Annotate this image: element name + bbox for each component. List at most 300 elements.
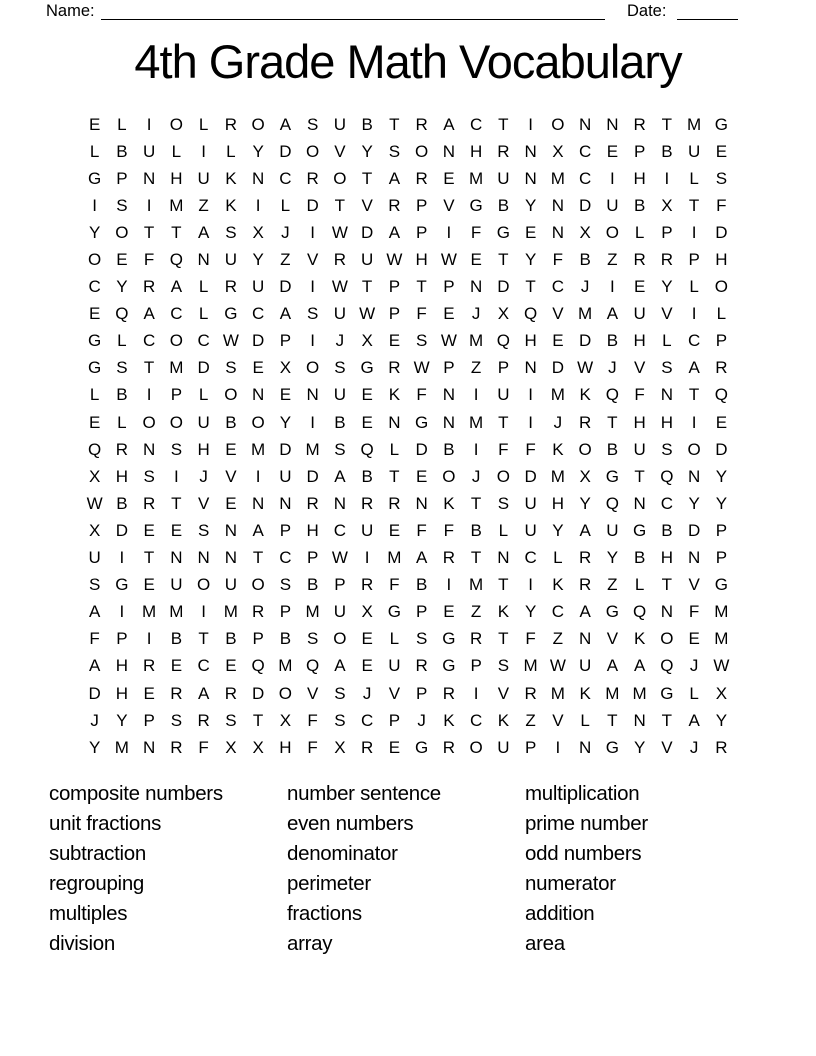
word-list-item: perimeter <box>287 872 371 895</box>
grid-letter: G <box>469 195 483 215</box>
grid-letter: R <box>415 114 428 134</box>
grid-letter: C <box>687 331 701 351</box>
grid-letter: N <box>442 412 456 432</box>
grid-letter: R <box>388 493 401 513</box>
grid-letter: E <box>170 520 183 540</box>
grid-letter: T <box>661 575 673 595</box>
grid-letter: R <box>170 737 183 757</box>
grid-letter: A <box>88 602 101 622</box>
grid-letter: E <box>633 277 646 297</box>
grid-letter: E <box>715 141 728 161</box>
grid-letter: S <box>334 683 346 703</box>
grid-letter: R <box>170 683 183 703</box>
grid-letter: D <box>251 683 265 703</box>
grid-letter: F <box>498 439 509 459</box>
grid-letter: B <box>225 412 237 432</box>
grid-letter: N <box>170 548 183 568</box>
grid-letter: N <box>497 548 510 568</box>
grid-letter: J <box>362 683 372 703</box>
grid-letter: G <box>660 683 674 703</box>
grid-letter: N <box>388 412 401 432</box>
grid-letter: U <box>633 304 646 324</box>
grid-letter: N <box>251 385 265 405</box>
grid-letter: K <box>443 710 455 730</box>
grid-letter: V <box>661 737 673 757</box>
grid-letter: R <box>442 548 456 568</box>
grid-letter: Q <box>360 439 374 459</box>
grid-letter: K <box>497 710 510 730</box>
grid-letter: E <box>88 304 101 324</box>
word-list-item: number sentence <box>287 782 441 805</box>
grid-letter: E <box>415 466 428 486</box>
grid-letter: B <box>497 195 510 215</box>
grid-letter: W <box>713 656 730 676</box>
grid-letter: V <box>497 683 510 703</box>
grid-letter: R <box>306 168 319 188</box>
grid-letter: I <box>610 277 615 297</box>
grid-letter: R <box>224 683 238 703</box>
grid-letter: D <box>197 358 210 378</box>
grid-letter: J <box>281 222 290 242</box>
grid-letter: Z <box>525 710 536 730</box>
grid-letter: B <box>606 331 619 351</box>
grid-letter: E <box>524 222 537 242</box>
grid-letter: S <box>143 466 155 486</box>
grid-letter: O <box>605 222 619 242</box>
grid-letter: X <box>579 222 591 242</box>
grid-letter: P <box>715 548 728 568</box>
grid-letter: G <box>714 114 728 134</box>
grid-letter: B <box>170 629 183 649</box>
grid-letter: T <box>498 412 509 432</box>
grid-letter: P <box>524 737 537 757</box>
grid-letter: B <box>225 629 237 649</box>
grid-letter: R <box>115 439 129 459</box>
grid-letter: S <box>306 304 319 324</box>
grid-letter: R <box>360 737 374 757</box>
grid-letter: Y <box>606 548 619 568</box>
grid-letter: Q <box>251 656 265 676</box>
grid-letter: I <box>92 195 97 215</box>
grid-letter: Y <box>116 277 128 297</box>
grid-letter: R <box>333 250 347 270</box>
grid-letter: T <box>334 195 346 215</box>
grid-letter: I <box>664 168 670 188</box>
grid-letter: D <box>551 358 565 378</box>
grid-letter: Z <box>607 250 618 270</box>
grid-letter: W <box>86 493 103 513</box>
grid-letter: K <box>388 385 401 405</box>
grid-letter: I <box>528 114 533 134</box>
grid-letter: G <box>605 466 619 486</box>
grid-letter: B <box>470 520 482 540</box>
grid-letter: E <box>470 250 482 270</box>
grid-letter: Q <box>88 439 102 459</box>
grid-letter: F <box>389 575 400 595</box>
grid-letter: F <box>716 195 727 215</box>
grid-letter: A <box>252 520 264 540</box>
grid-letter: V <box>661 304 673 324</box>
grid-letter: A <box>334 656 346 676</box>
grid-letter: W <box>331 222 348 242</box>
grid-letter: O <box>333 629 347 649</box>
grid-letter: U <box>606 195 619 215</box>
grid-letter: X <box>252 222 264 242</box>
grid-letter: F <box>525 439 536 459</box>
grid-letter: Y <box>88 222 101 242</box>
grid-letter: A <box>443 114 455 134</box>
grid-letter: Q <box>633 602 647 622</box>
grid-letter: A <box>606 304 619 324</box>
grid-letter: T <box>252 548 264 568</box>
grid-letter: C <box>88 277 101 297</box>
grid-letter: S <box>661 439 673 459</box>
grid-letter: H <box>115 683 129 703</box>
grid-letter: R <box>360 493 374 513</box>
grid-letter: A <box>579 520 591 540</box>
grid-letter: F <box>416 520 427 540</box>
grid-letter: R <box>442 737 456 757</box>
grid-letter: M <box>251 439 266 459</box>
grid-letter: H <box>715 250 728 270</box>
grid-letter: N <box>687 548 701 568</box>
grid-letter: E <box>443 602 455 622</box>
grid-letter: B <box>415 575 428 595</box>
grid-letter: N <box>415 493 428 513</box>
grid-letter: I <box>446 222 452 242</box>
grid-letter: I <box>119 548 125 568</box>
grid-letter: N <box>660 385 674 405</box>
grid-letter: E <box>116 250 128 270</box>
grid-letter: G <box>714 575 728 595</box>
grid-letter: Q <box>605 385 619 405</box>
grid-letter: V <box>334 141 346 161</box>
grid-letter: A <box>279 114 292 134</box>
grid-letter: R <box>633 250 646 270</box>
letter-grid <box>81 111 735 761</box>
grid-letter: M <box>469 331 484 351</box>
grid-letter: E <box>143 683 155 703</box>
grid-letter: U <box>333 304 347 324</box>
grid-letter: L <box>689 683 699 703</box>
grid-letter: B <box>279 629 292 649</box>
grid-letter: C <box>578 168 592 188</box>
grid-letter: H <box>551 493 565 513</box>
grid-letter: S <box>661 358 673 378</box>
grid-letter: V <box>361 195 373 215</box>
grid-letter: N <box>660 602 674 622</box>
date-fill-in-line <box>677 1 738 20</box>
grid-letter: J <box>335 331 345 351</box>
grid-letter: N <box>551 222 565 242</box>
grid-letter: P <box>497 358 510 378</box>
grid-letter: M <box>305 439 320 459</box>
grid-letter: P <box>443 277 455 297</box>
grid-letter: N <box>224 548 238 568</box>
grid-letter: I <box>555 737 561 757</box>
grid-letter: E <box>88 114 101 134</box>
grid-letter: W <box>577 358 594 378</box>
grid-letter: N <box>224 520 238 540</box>
word-list-column <box>287 779 441 959</box>
grid-letter: R <box>660 250 674 270</box>
grid-letter: T <box>688 195 700 215</box>
grid-letter: Y <box>524 602 537 622</box>
grid-letter: T <box>143 358 155 378</box>
grid-letter: E <box>279 385 292 405</box>
grid-letter: K <box>497 602 510 622</box>
grid-letter: E <box>388 520 401 540</box>
grid-letter: X <box>88 520 101 540</box>
grid-letter: H <box>660 412 674 432</box>
grid-letter: V <box>443 195 455 215</box>
grid-letter: F <box>307 710 318 730</box>
grid-letter: Y <box>116 710 128 730</box>
grid-letter: Q <box>714 385 728 405</box>
grid-letter: E <box>88 412 101 432</box>
grid-letter: P <box>443 358 455 378</box>
grid-letter: R <box>524 683 537 703</box>
grid-letter: L <box>89 385 100 405</box>
grid-letter: R <box>715 358 728 378</box>
grid-letter: M <box>632 683 647 703</box>
grid-letter: A <box>170 277 183 297</box>
grid-letter: E <box>606 141 619 161</box>
grid-letter: F <box>198 737 209 757</box>
grid-letter: P <box>633 141 646 161</box>
grid-letter: F <box>634 385 645 405</box>
grid-letter: D <box>715 439 728 459</box>
grid-letter: I <box>473 439 479 459</box>
grid-letter: N <box>142 439 156 459</box>
grid-letter: Q <box>306 656 320 676</box>
grid-letter: S <box>415 629 428 649</box>
grid-letter: J <box>471 304 481 324</box>
grid-letter: R <box>142 277 156 297</box>
grid-letter: J <box>471 466 481 486</box>
grid-letter: U <box>497 737 510 757</box>
grid-letter: U <box>224 575 238 595</box>
grid-letter: I <box>119 602 125 622</box>
grid-letter: M <box>550 466 565 486</box>
grid-letter: V <box>306 250 319 270</box>
grid-letter: O <box>88 250 102 270</box>
grid-letter: X <box>497 304 510 324</box>
grid-letter: H <box>633 412 646 432</box>
grid-letter: L <box>662 331 672 351</box>
grid-letter: R <box>415 656 428 676</box>
grid-letter: J <box>199 466 208 486</box>
grid-letter: B <box>306 575 319 595</box>
grid-letter: G <box>360 358 374 378</box>
grid-letter: K <box>552 575 564 595</box>
grid-letter: U <box>333 602 347 622</box>
grid-letter: T <box>525 277 536 297</box>
grid-letter: P <box>415 195 428 215</box>
grid-letter: B <box>116 141 128 161</box>
grid-letter: U <box>633 439 646 459</box>
grid-letter: T <box>361 277 373 297</box>
grid-letter: V <box>633 358 646 378</box>
grid-letter: X <box>252 737 264 757</box>
grid-letter: Y <box>688 493 700 513</box>
grid-letter: C <box>197 656 210 676</box>
grid-letter: U <box>687 141 701 161</box>
grid-letter: H <box>170 168 183 188</box>
grid-letter: P <box>415 222 428 242</box>
word-list-column <box>49 779 223 959</box>
grid-letter: X <box>334 737 346 757</box>
grid-letter: H <box>469 141 483 161</box>
grid-letter: L <box>198 385 209 405</box>
grid-letter: E <box>361 656 373 676</box>
grid-letter: Q <box>605 493 619 513</box>
grid-letter: U <box>524 493 537 513</box>
grid-letter: P <box>279 602 292 622</box>
grid-letter: Y <box>524 195 537 215</box>
grid-letter: C <box>551 277 565 297</box>
grid-letter: X <box>661 195 673 215</box>
grid-letter: M <box>469 575 484 595</box>
grid-letter: T <box>498 250 509 270</box>
grid-letter: V <box>388 683 401 703</box>
grid-letter: B <box>116 385 128 405</box>
grid-letter: A <box>388 222 401 242</box>
grid-letter: T <box>389 114 400 134</box>
word-list-item: multiplication <box>525 782 640 805</box>
grid-letter: A <box>197 683 210 703</box>
grid-letter: G <box>496 222 510 242</box>
grid-letter: M <box>169 195 184 215</box>
grid-letter: C <box>469 710 483 730</box>
grid-letter: P <box>143 710 155 730</box>
grid-letter: T <box>498 629 509 649</box>
grid-letter: Y <box>633 737 646 757</box>
grid-letter: T <box>661 710 673 730</box>
grid-letter: I <box>146 195 152 215</box>
grid-letter: J <box>580 277 590 297</box>
grid-letter: N <box>251 168 265 188</box>
grid-letter: O <box>142 412 156 432</box>
grid-letter: R <box>224 277 238 297</box>
grid-letter: M <box>278 656 293 676</box>
grid-letter: M <box>550 683 565 703</box>
grid-letter: G <box>88 168 102 188</box>
grid-letter: I <box>446 575 452 595</box>
grid-letter: D <box>715 222 728 242</box>
grid-letter: A <box>579 602 591 622</box>
grid-letter: G <box>88 358 102 378</box>
grid-letter: N <box>524 141 537 161</box>
grid-letter: U <box>197 168 210 188</box>
grid-letter: A <box>633 656 646 676</box>
grid-letter: B <box>361 466 373 486</box>
grid-letter: D <box>578 331 592 351</box>
grid-letter: D <box>687 520 701 540</box>
grid-letter: Z <box>198 195 209 215</box>
grid-letter: M <box>605 683 620 703</box>
grid-letter: P <box>388 304 401 324</box>
word-list-item: array <box>287 932 333 955</box>
grid-letter: A <box>606 656 619 676</box>
grid-letter: B <box>633 195 646 215</box>
grid-letter: J <box>689 737 699 757</box>
grid-letter: X <box>579 466 591 486</box>
grid-letter: M <box>142 602 157 622</box>
grid-letter: W <box>440 250 457 270</box>
word-list <box>0 779 816 969</box>
grid-letter: L <box>171 141 182 161</box>
grid-letter: N <box>578 114 592 134</box>
grid-letter: I <box>691 304 697 324</box>
grid-letter: Z <box>552 629 564 649</box>
grid-letter: A <box>688 358 700 378</box>
grid-letter: I <box>528 575 533 595</box>
word-list-item: numerator <box>525 872 616 895</box>
grid-letter: U <box>279 466 292 486</box>
grid-letter: V <box>552 710 564 730</box>
grid-letter: U <box>197 412 210 432</box>
grid-letter: T <box>143 222 155 242</box>
grid-letter: P <box>116 168 128 188</box>
grid-letter: S <box>497 493 510 513</box>
grid-letter: L <box>634 222 645 242</box>
grid-letter: A <box>143 304 155 324</box>
word-list-item: composite numbers <box>49 782 223 805</box>
grid-letter: M <box>169 602 184 622</box>
grid-letter: M <box>469 412 484 432</box>
word-list-item: multiples <box>49 902 128 925</box>
grid-letter: R <box>306 493 319 513</box>
grid-letter: K <box>579 683 591 703</box>
grid-letter: O <box>660 629 674 649</box>
grid-letter: N <box>524 358 537 378</box>
grid-letter: N <box>279 493 292 513</box>
grid-letter: F <box>89 629 100 649</box>
grid-letter: I <box>201 602 206 622</box>
grid-letter: C <box>469 114 483 134</box>
grid-letter: P <box>388 277 401 297</box>
grid-letter: C <box>360 710 374 730</box>
grid-letter: X <box>279 710 292 730</box>
grid-letter: L <box>634 575 645 595</box>
grid-letter: J <box>417 710 426 730</box>
grid-letter: F <box>143 250 155 270</box>
grid-letter: W <box>331 548 348 568</box>
grid-letter: O <box>197 575 211 595</box>
grid-letter: I <box>174 466 179 486</box>
grid-letter: U <box>524 520 537 540</box>
word-list-item: subtraction <box>49 842 146 865</box>
grid-letter: C <box>333 520 347 540</box>
grid-letter: Q <box>496 331 510 351</box>
grid-letter: M <box>714 602 729 622</box>
grid-letter: X <box>361 602 373 622</box>
grid-letter: O <box>251 412 265 432</box>
grid-letter: T <box>688 385 700 405</box>
grid-letter: E <box>443 304 455 324</box>
grid-letter: Y <box>279 412 292 432</box>
grid-letter: G <box>415 737 429 757</box>
grid-letter: F <box>552 250 564 270</box>
grid-letter: V <box>606 629 619 649</box>
grid-letter: H <box>115 656 129 676</box>
grid-letter: H <box>306 520 319 540</box>
grid-letter: A <box>279 304 292 324</box>
grid-letter: I <box>610 168 615 188</box>
grid-letter: I <box>691 412 697 432</box>
grid-letter: S <box>170 439 183 459</box>
